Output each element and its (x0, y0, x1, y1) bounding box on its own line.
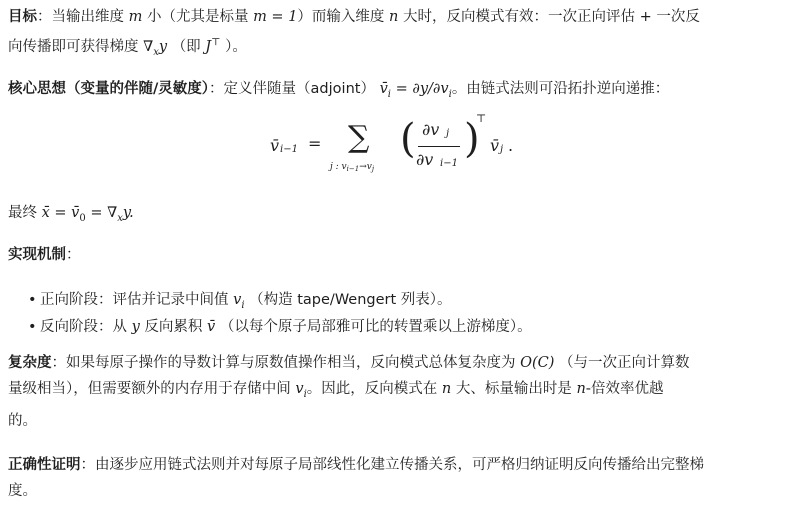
bullet-2-mid: 反向累积 (144, 319, 203, 335)
eq-den: ∂v (416, 150, 434, 169)
goal-text-5: 向传播即可获得梯度 (8, 39, 139, 55)
bullet-text (40, 315, 532, 339)
mechanism-colon: ： (66, 247, 81, 263)
complexity-v-sub: i (303, 389, 307, 400)
bullet-dot: • (28, 292, 37, 308)
final-vbar0-sub: 0 (79, 213, 86, 224)
bullet-1-var-sub: i (241, 300, 245, 311)
core-vbar: v̄ (379, 81, 388, 97)
eq-transpose: ⊤ (476, 112, 487, 125)
goal-text-7: ）。 (225, 39, 247, 55)
bullet-text (40, 288, 452, 318)
goal-grad-sub: x (153, 47, 159, 58)
eq-sum-under (330, 162, 374, 173)
goal-J: J (205, 39, 212, 55)
proof-label: 正确性证明 (8, 457, 81, 473)
complexity-text-1: ：如果每原子操作的导数计算与原数值操作相当，反向模式总体复杂度为 (51, 355, 516, 371)
goal-n-var: n (389, 9, 399, 25)
eq-sum-under-1: j : v (330, 162, 347, 172)
core-eq-text: = ∂y/∂v (390, 81, 449, 97)
complexity-text-4: 。因此，反向模式在 (306, 381, 438, 397)
bullet-1-prefix: 正向阶段：评估并记录中间值 (40, 292, 229, 308)
eq-sum-under-4: j (371, 165, 375, 173)
final-text: 最终 (8, 205, 37, 221)
eq-rhs-sub: j (500, 144, 504, 155)
goal-text-4: 大时，反向模式有效：一次正向评估 + 一次反 (402, 9, 700, 25)
display-equation (270, 112, 530, 184)
complexity-n2: n (576, 381, 586, 397)
complexity-text-3: 量级相当），但需要额外的内存用于存储中间 (8, 381, 291, 397)
goal-grad: ∇ (143, 39, 154, 55)
bullet-2-var2: v̄ (207, 319, 216, 335)
eq-rhs: v̄ (490, 136, 500, 155)
final-xbar: x̄ (41, 205, 50, 221)
goal-label: 目标 (8, 9, 37, 25)
final-eq1: = (49, 205, 72, 221)
eq-sum: ∑ (348, 120, 370, 155)
eq-den-sub: i−1 (440, 158, 458, 169)
final-vbar0: v̄ (71, 205, 80, 221)
complexity-text-2: （与一次正向计算数 (559, 355, 690, 371)
goal-m-eq: m = 1 (253, 9, 298, 25)
bullet-2-suffix: （以每个原子局部雅可比的转置乘以上游梯度）。 (219, 319, 532, 335)
proof-text-2: 度。 (8, 483, 37, 499)
eq-left-paren: ( (400, 116, 416, 162)
eq-lhs-sub: i−1 (280, 144, 298, 155)
goal-text-1: ：当输出维度 (37, 9, 124, 25)
goal-m-var: m (128, 9, 143, 25)
goal-text-2: 小（尤其是标量 (146, 9, 249, 25)
eq-num: ∂v (422, 120, 440, 139)
eq-fraction-bar (418, 146, 460, 147)
core-eq-sub: i (448, 89, 452, 100)
mechanism-heading (8, 242, 780, 268)
final-grad-sub: x (117, 213, 123, 224)
goal-J-sup: ⊤ (211, 37, 221, 48)
bullet-1-var: v (233, 292, 242, 308)
bullet-dot: • (28, 319, 37, 335)
bullet-2-prefix: 反向阶段：从 (40, 319, 127, 335)
eq-num-sub: j (446, 128, 450, 139)
eq-end: . (508, 136, 514, 155)
core-text-1: ：定义伴随量（adjoint） (209, 81, 375, 97)
final-y: y. (122, 205, 134, 221)
core-text-2: 。由链式法则可沿拓扑逆向递推： (451, 81, 670, 97)
goal-grad-y: y (158, 39, 168, 55)
bullet-2-var: y (131, 319, 140, 335)
complexity-n: n (441, 381, 452, 397)
proof-paragraph (8, 452, 780, 504)
eq-equals: = (308, 134, 322, 153)
complexity-label: 复杂度 (8, 355, 52, 371)
core-vbar-sub: i (387, 89, 391, 100)
eq-sum-under-3: →v (359, 162, 372, 172)
goal-text-6: （即 (171, 39, 201, 55)
complexity-paragraph (8, 350, 780, 434)
complexity-v: v (295, 381, 304, 397)
eq-sum-under-2: i−1 (346, 165, 360, 173)
eq-lhs: v̄ (270, 136, 280, 155)
final-paragraph (8, 200, 780, 232)
proof-text-1: ：由逐步应用链式法则并对每原子局部线性化建立传播关系，可严格归纳证明反向传播给出完整梯 (80, 457, 704, 473)
complexity-O: O(C) (520, 355, 555, 371)
complexity-text-7: 的。 (8, 413, 37, 429)
eq-right-paren: ) (464, 116, 480, 162)
complexity-text-5: 大、标量输出时是 (455, 381, 572, 397)
bullet-1-suffix: （构造 tape/Wengert 列表）。 (249, 292, 452, 308)
final-eq2: = ∇ (85, 205, 118, 221)
goal-paragraph (8, 4, 780, 66)
goal-text-3: ）而输入维度 (297, 9, 385, 25)
mechanism-label: 实现机制 (8, 247, 66, 263)
complexity-text-6: -倍效率优越 (585, 381, 664, 397)
core-paragraph (8, 76, 780, 108)
core-label: 核心思想（变量的伴随/灵敏度） (8, 81, 210, 97)
